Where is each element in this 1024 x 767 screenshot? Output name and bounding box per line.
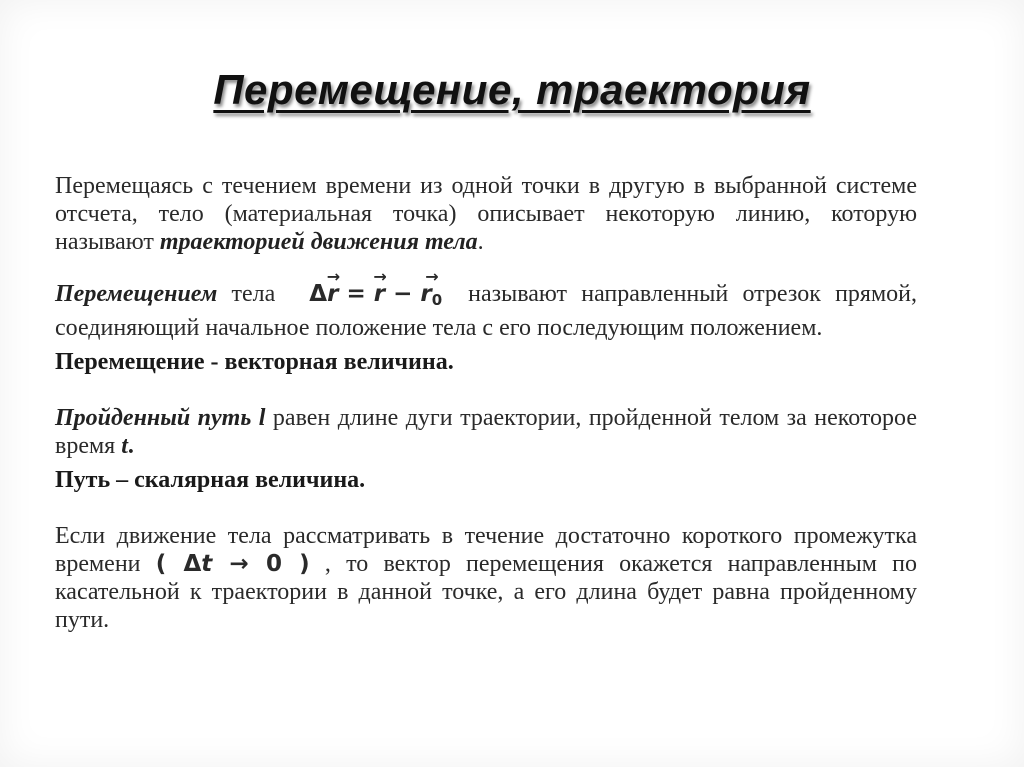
path-text: равен длине дуги траектории, пройденной телом за некоторое время bbox=[55, 405, 917, 459]
path-end: . bbox=[127, 433, 134, 459]
paragraph-path bbox=[55, 404, 917, 460]
formula-minus: − bbox=[385, 281, 421, 307]
paragraph-trajectory bbox=[55, 172, 917, 256]
displacement-word: тела bbox=[217, 281, 276, 307]
formula-r0-subscript: 0 bbox=[431, 291, 443, 309]
displacement-formula bbox=[309, 280, 442, 314]
limit-close: ) bbox=[281, 551, 310, 577]
slide-title-text: Перемещение, траектория bbox=[213, 66, 811, 113]
trajectory-end: . bbox=[477, 229, 484, 255]
displacement-text: называют направленный отрезок прямой, соединяющий начальное положение тела с его последующим положением. bbox=[55, 281, 917, 341]
limit-formula bbox=[156, 551, 310, 577]
paragraph-scalar-quantity: Путь – скалярная величина. bbox=[55, 467, 366, 493]
paragraph-limit bbox=[55, 522, 917, 634]
formula-r0-letter: r bbox=[420, 281, 432, 307]
limit-delta: Δ bbox=[183, 551, 202, 577]
limit-t: t bbox=[201, 551, 213, 577]
trajectory-term: траекторией движения тела bbox=[159, 229, 478, 255]
limit-open: ( bbox=[155, 551, 184, 577]
limit-text-1: Если движение тела рассматривать в течение достаточно короткого промежутка времени bbox=[55, 523, 917, 577]
limit-zero: 0 bbox=[265, 551, 282, 577]
formula-equals: = bbox=[338, 281, 374, 307]
formula-vector-r0 bbox=[420, 280, 442, 314]
trajectory-text: Перемещаясь с течением времени из одной точки в другую в выбранной системе отсчета, тело (материальная точка) описывает некоторую линию, которую называют bbox=[55, 173, 917, 255]
formula-delta: Δ bbox=[309, 281, 328, 307]
formula-vector-r2: → r bbox=[374, 280, 385, 308]
limit-arrow: → bbox=[212, 551, 266, 577]
displacement-term: Перемещением bbox=[55, 281, 218, 307]
limit-text-2: , то вектор перемещения окажется направленным по касательной к траектории в данной точке, а его длина будет равна пройденному пути. bbox=[55, 551, 917, 633]
slide-content bbox=[55, 172, 917, 634]
path-var-t: t bbox=[121, 433, 128, 459]
paragraph-displacement bbox=[55, 280, 917, 342]
formula-vector-r: → r bbox=[327, 280, 338, 308]
path-term: Пройденный путь l bbox=[55, 405, 266, 431]
paragraph-vector-quantity: Перемещение - векторная величина. bbox=[55, 349, 454, 375]
slide-title bbox=[0, 66, 1024, 114]
